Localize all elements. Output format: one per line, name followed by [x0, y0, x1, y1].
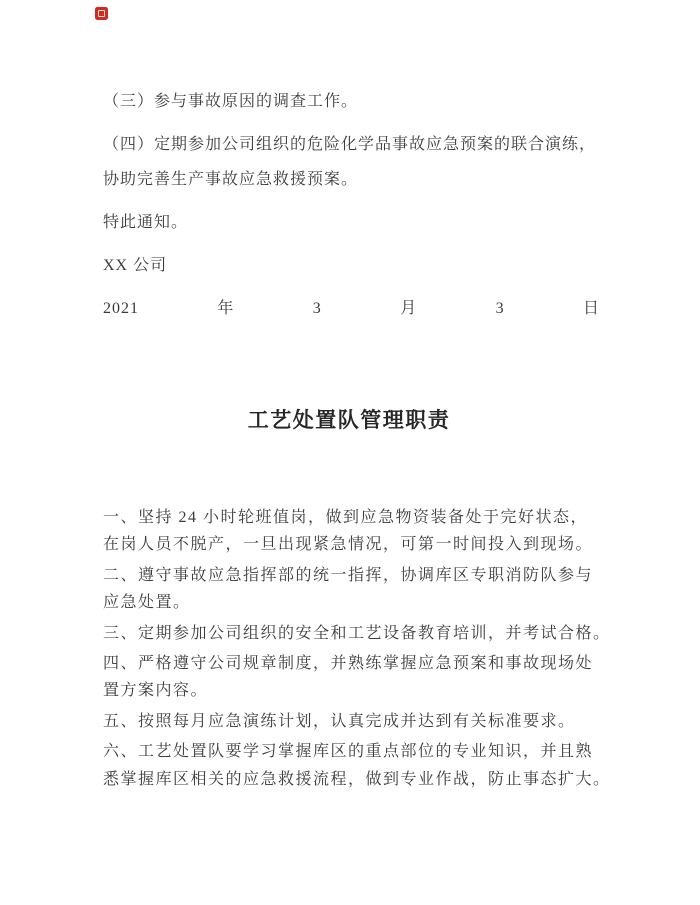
duty-line: 置方案内容。 — [103, 682, 209, 700]
duty-item-2 — [103, 562, 611, 617]
date-line — [103, 291, 600, 326]
date-day-label: 日 — [582, 300, 600, 317]
paragraph-line: 特此通知。 — [103, 214, 189, 231]
duty-line: 应急处置。 — [103, 594, 191, 612]
duty-list — [103, 504, 611, 793]
paragraph-line: （三）参与事故原因的调查工作。 — [103, 93, 359, 110]
duty-item-6 — [103, 738, 611, 793]
paragraph-clause-3 — [103, 84, 611, 119]
section-title: 工艺处置队管理职责 — [247, 408, 451, 432]
date-day-value: 3 — [495, 300, 505, 317]
notice-closing-line — [103, 205, 611, 240]
duty-line: 三、定期参加公司组织的安全和工艺设备教育培训，并考试合格。 — [103, 624, 611, 642]
duty-line: 在岗人员不脱产，一旦出现紧急情况，可第一时间投入到现场。 — [103, 536, 594, 554]
duty-item-1 — [103, 504, 611, 559]
date-year-label: 年 — [217, 300, 235, 317]
duty-item-5 — [103, 708, 611, 735]
red-stamp-icon — [95, 7, 108, 20]
paragraph-line: （四）定期参加公司组织的危险化学品事故应急预案的联合演练， — [103, 136, 597, 153]
date-month-label: 月 — [400, 300, 418, 317]
paragraph-line: XX 公司 — [103, 257, 168, 274]
date-year-value: 2021 — [103, 300, 139, 317]
duty-line: 六、工艺处置队要学习掌握库区的重点部位的专业知识，并且熟 — [103, 743, 594, 761]
duty-line: 四、严格遵守公司规章制度，并熟练掌握应急预案和事故现场处 — [103, 655, 594, 673]
duty-line: 一、坚持 24 小时轮班值岗，做到应急物资装备处于完好状态， — [103, 509, 589, 526]
duty-line: 二、遵守事故应急指挥部的统一指挥，协调库区专职消防队参与 — [103, 566, 594, 584]
paragraph-clause-4 — [103, 127, 611, 197]
duty-item-3 — [103, 620, 611, 647]
duty-item-4 — [103, 650, 611, 705]
date-month-value: 3 — [312, 300, 322, 317]
document-body — [103, 84, 611, 796]
duty-line: 五、按照每月应急演练计划，认真完成并达到有关标准要求。 — [103, 712, 576, 730]
duty-line: 悉掌握库区相关的应急救援流程，做到专业作战，防止事态扩大。 — [103, 770, 611, 788]
paragraph-line: 协助完善生产事故应急救援预案。 — [103, 171, 359, 188]
company-signature — [103, 248, 611, 283]
